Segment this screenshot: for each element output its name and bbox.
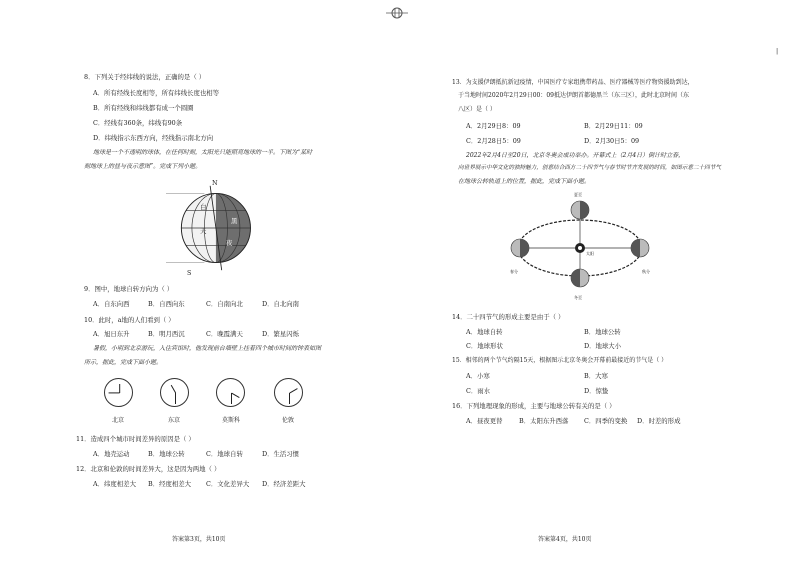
globe-intro-line1: 地球是一个不透明的球体，在任何时刻，太阳光只能照亮地球的一半。下图为“某时 — [93, 149, 313, 156]
q14-option-a: A．地球自转 — [466, 328, 503, 336]
orbit-label-autumn: 秋分 — [642, 269, 650, 274]
edge-mark: | — [776, 47, 779, 55]
solar-terms-orbit-diagram — [502, 192, 662, 302]
q11-option-d: D．生活习惯 — [262, 450, 300, 458]
q10-option-a: A．旭日东升 — [93, 330, 130, 338]
q12-option-b: B．经度相差大 — [148, 480, 192, 488]
q8-stem: 8．下列关于经纬线的说法，正确的是（ ） — [84, 73, 206, 81]
binding-mark-icon — [386, 6, 408, 20]
orbit-label-winter: 冬至 — [574, 295, 582, 300]
q14-option-d: D．地球大小 — [584, 342, 622, 350]
clock-label-beijing: 北京 — [112, 417, 125, 424]
q13-option-a: A．2月29日8：09 — [466, 122, 521, 130]
q12-option-d: D．经济差距大 — [262, 480, 306, 488]
q9-option-c: C．自南向北 — [206, 300, 243, 308]
q11-option-b: B．地球公转 — [148, 450, 185, 458]
q11-option-a: A．地壳运动 — [93, 450, 130, 458]
clock-beijing — [104, 378, 133, 407]
clock-label-london: 伦敦 — [282, 417, 295, 424]
q13-option-d: D．2月30日5：09 — [584, 137, 640, 145]
q15-stem: 15．相邻的两个节气约隔15天，根据图示北京冬奥会开幕前最接近的节气是（ ） — [452, 357, 668, 364]
clocks-intro-line1: 暑假，小明到北京游玩，入住宾馆时，他发现前台墙壁上挂着四个城市时间的钟表如图 — [93, 345, 322, 352]
q8-option-c: C．经线有360条，纬线有90条 — [93, 119, 183, 127]
q13-option-c: C．2月28日5：09 — [466, 137, 521, 145]
right-page-footer: 答案第4页，共10页 — [538, 536, 592, 543]
q12-stem: 12．北京和伦敦的时间差异大，这是因为两地（ ） — [76, 465, 221, 473]
q10-stem: 10．此时，a地的人们看到（ ） — [84, 316, 175, 324]
q13-stem-line2: 于当地时间2020年2月29日00：09抵达伊朗首都德黑兰（东三区），此时北京时间（东 — [458, 92, 689, 99]
clock-tokyo — [160, 378, 189, 407]
orbit-label-spring: 春分 — [510, 269, 518, 274]
globe-night2-label: 夜 — [226, 239, 233, 247]
q15-option-c: C．雨水 — [466, 387, 491, 395]
q12-option-a: A．纬度相差大 — [93, 480, 136, 488]
globe-night1-label: 黑 — [231, 217, 238, 225]
clock-label-moscow: 莫斯科 — [222, 417, 241, 424]
q15-option-b: B．大寒 — [584, 372, 608, 380]
q9-stem: 9．图中，地球自转方向为（ ） — [84, 285, 174, 293]
clocks-intro-line2: 所示，据此，完成下面小题。 — [84, 359, 163, 366]
q16-option-c: C．四季的变换 — [584, 417, 628, 425]
orbit-label-sun: 太阳 — [586, 251, 594, 256]
q9-option-b: B．自西向东 — [148, 300, 185, 308]
left-page-footer: 答案第3页，共10页 — [172, 536, 226, 543]
orbit-intro-line3: 在地球公转轨道上的位置，据此，完成下面小题。 — [458, 178, 591, 185]
q13-stem-line1: 13．为支援伊朗抵抗新冠疫情，中国医疗专家组携带药品、医疗器械等医疗物资援助到达， — [452, 79, 694, 86]
q16-stem: 16．下列地理现象的形成，主要与地球公转有关的是（ ） — [452, 402, 616, 410]
q9-option-d: D．自北向南 — [262, 300, 300, 308]
day-night-globe-diagram — [166, 180, 262, 276]
q16-option-a: A．昼夜更替 — [466, 417, 503, 425]
q14-option-b: B．地球公转 — [584, 328, 621, 336]
q15-option-a: A．小寒 — [466, 372, 490, 380]
q8-option-d: D．纬线指示东西方向，经线指示南北方向 — [93, 134, 214, 142]
q11-option-c: C．地球自转 — [206, 450, 243, 458]
q9-option-a: A．自东向西 — [93, 300, 130, 308]
q13-option-b: B．2月29日11：09 — [584, 122, 643, 130]
q16-option-d: D．时差的形成 — [637, 417, 681, 425]
q16-option-b: B．太阳东升西落 — [519, 417, 569, 425]
globe-intro-line2: 刻地球上的昼与夜示意图”。完成下列小题。 — [84, 163, 202, 170]
clock-label-tokyo: 东京 — [168, 417, 181, 424]
orbit-intro-line2: 向世界展示中华文化的独特魅力，创意结合西方二十四节气与春节时节齐发展的时间，如图示意二十四节气 — [458, 165, 721, 171]
globe-day-label: 白 — [200, 203, 207, 211]
q14-option-c: C．地球形状 — [466, 342, 503, 350]
clock-moscow — [216, 378, 245, 407]
clock-london — [274, 378, 303, 407]
q10-option-b: B．明月西沉 — [148, 330, 185, 338]
q14-stem: 14．二十四节气的形成主要是由于（ ） — [452, 313, 565, 321]
q10-option-d: D．繁星闪烁 — [262, 330, 300, 338]
globe-sky-label: 天 — [200, 227, 207, 235]
q15-option-d: D．惊蛰 — [584, 387, 609, 395]
orbit-label-summer: 夏至 — [574, 192, 582, 197]
q13-stem-line3: 八区）是（ ） — [458, 106, 496, 113]
q12-option-c: C．文化差异大 — [206, 480, 250, 488]
q11-stem: 11．造成四个城市时间差异的原因是（ ） — [76, 435, 195, 443]
globe-north-label: N — [212, 179, 218, 187]
orbit-intro-line1: 2022年2月4日至20日，北京冬奥会成功举办。开幕式上（2月4日）倒计时立春， — [466, 152, 685, 159]
q8-option-b: B．所有经线和纬线都有成一个圆圈 — [93, 104, 194, 112]
q8-option-a: A．所有经线长度相等，所有纬线长度也相等 — [93, 89, 220, 97]
globe-south-label: S — [187, 269, 192, 277]
q10-option-c: C．晚霞满天 — [206, 330, 243, 338]
